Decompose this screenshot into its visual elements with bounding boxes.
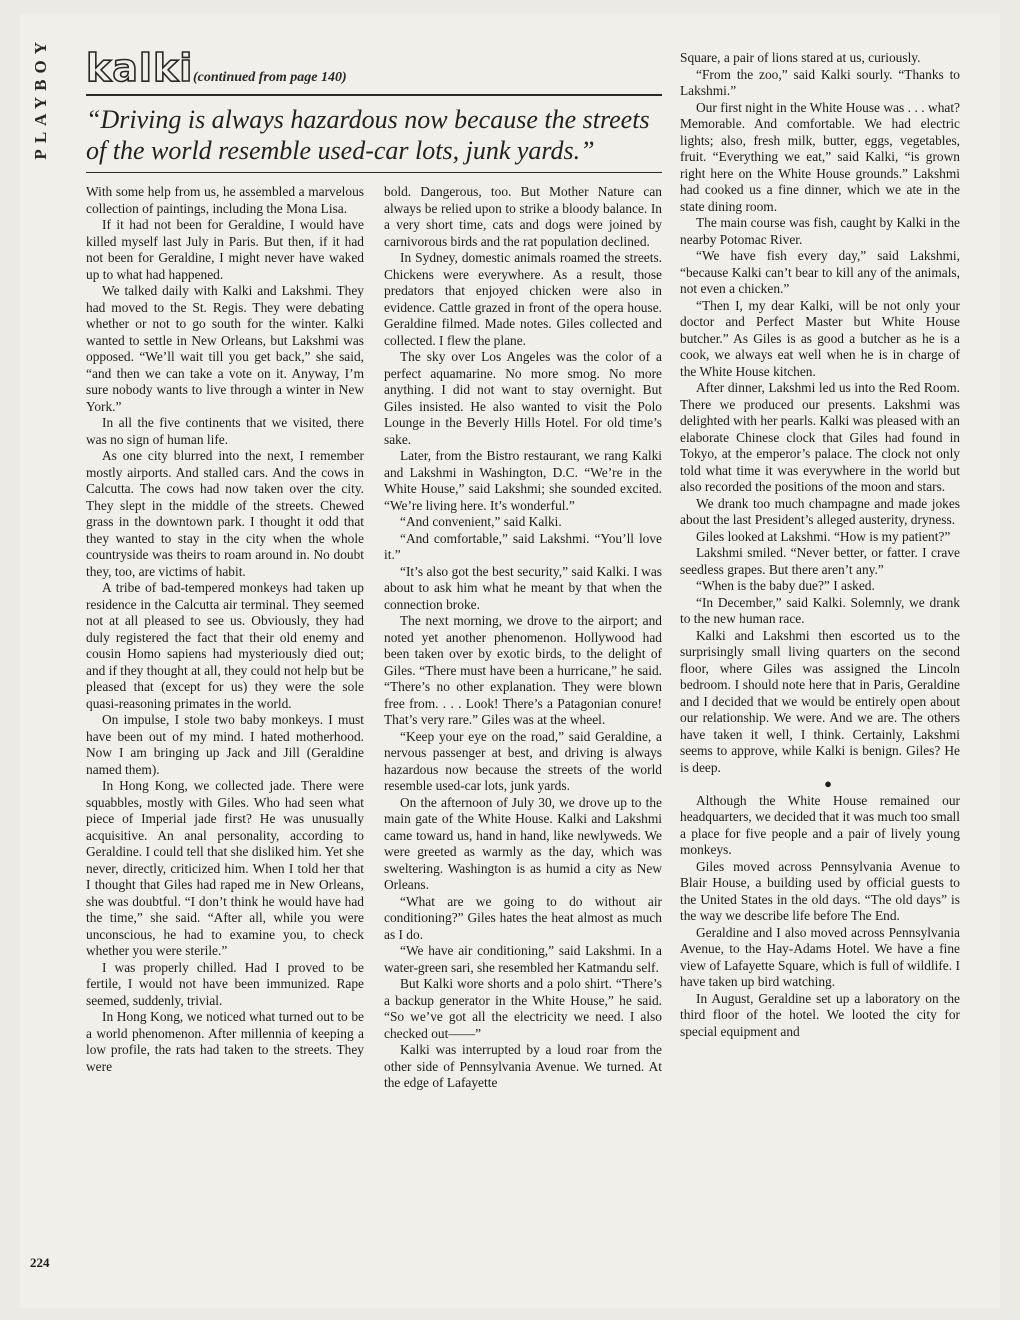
paragraph: Later, from the Bistro restaurant, we rang Kalki and Lakshmi in Washington, D.C. “We’re in the White House,” said Lakshmi; she sounded excited. “We’re living here. It’s wonderful.” <box>384 448 662 513</box>
page-number: 224 <box>30 1255 50 1270</box>
paragraph: The next morning, we drove to the airport; and noted yet another phenomenon. Hollywood had been taken over by exotic birds, to the delight of Giles. “There must have been a hurricane,” he said. “There’s no other explanation. They were blown free from. . . . Look! There’s a Patagonian conure! That’s very rare.” Giles was at the wheel. <box>384 613 662 727</box>
paragraph: “Then I, my dear Kalki, will be not only your doctor and Perfect Master but White House butcher.” As Giles is as good a butcher as he is a cook, we always eat well when he is in charge of the White House kitchen. <box>680 297 960 379</box>
pull-quote: “Driving is always hazardous now because the streets of the world resemble used-car lots, junk yards.” <box>86 105 650 165</box>
paragraph: In August, Geraldine set up a laboratory on the third floor of the hotel. We looted the city for special equipment and <box>680 990 960 1039</box>
paragraph: In Hong Kong, we noticed what turned out to be a world phenomenon. After millennia of keeping a low profile, the rats had taken to the streets. They were <box>86 1009 364 1074</box>
header-rule-bottom <box>86 172 662 173</box>
paragraph: “From the zoo,” said Kalki sourly. “Thanks to Lakshmi.” <box>680 66 960 98</box>
paragraph: “When is the baby due?” I asked. <box>696 578 875 593</box>
kalki-logo: kalki <box>86 46 194 90</box>
paragraph: “In December,” said Kalki. Solemnly, we drank to the new human race. <box>680 594 960 626</box>
paragraph: In all the five continents that we visited, there was no sign of human life. <box>86 415 364 447</box>
paragraph: A tribe of bad-tempered monkeys had taken up residence in the Calcutta air terminal. They seemed not at all pleased to see us. Obviously, they had duly registered the fact that their old enemy and cousin Homo sapiens had mysteriously died out; and if they thought at all, they could not help but be pleased that (except for us) they were the sole quasi-reasoning primates in the world. <box>86 580 364 711</box>
paragraph: Giles moved across Pennsylvania Avenue to Blair House, a building used by official guests to the United States in the old days. “The old days” is the way we describe life before The End. <box>680 858 960 923</box>
continued-note: (continued from page 140) <box>193 70 347 85</box>
paragraph: “And convenient,” said Kalki. <box>400 514 562 529</box>
paragraph: If it had not been for Geraldine, I would have killed myself last July in Paris. But then, if it had not been for Geraldine, I might never have waked up to what had happened. <box>86 217 364 282</box>
paragraph: bold. Dangerous, too. But Mother Nature can always be relied upon to strike a bloody balance. In a very short time, cats and dogs were joined by carnivorous birds and the rat population declined. <box>384 184 662 249</box>
paragraph: The sky over Los Angeles was the color of a perfect aquamarine. No more smog. No more anything. I did not want to stay overnight. But Giles insisted. He also wanted to visit the Polo Lounge in the Beverly Hills Hotel. For old time’s sake. <box>384 349 662 447</box>
paragraph: In Hong Kong, we collected jade. There were squabbles, mostly with Giles. Who had seen what piece of Imperial jade first? He was unusually acquisitive. An anal personality, according to Geraldine. I could tell that she disliked him. Yet she never, directly, criticized him. When I told her that I thought that Giles had raped me in New Orleans, she was doubtful. “I don’t think he would have had the time,” she said. “After all, while you were unconscious, he had to examine you, to check whether you were sterile.” <box>86 778 364 958</box>
paragraph: We talked daily with Kalki and Lakshmi. They had moved to the St. Regis. They were debating whether or not to go south for the winter. Kalki wanted to settle in New Orleans, but Lakshmi was opposed. “We’ll wait till you get back,” she said, “and then we can take a vote on it. Anyway, I’m sure nobody wants to live through a winter in New York.” <box>86 283 364 414</box>
paragraph: On the afternoon of July 30, we drove up to the main gate of the White House. Kalki and Lakshmi came toward us, hand in hand, like newlyweds. We were greeted as warmly as the day, which was sweltering. Washington is as humid a city as New Orleans. <box>384 794 662 892</box>
header-rule-top <box>86 94 662 96</box>
paragraph: “We have air conditioning,” said Lakshmi. In a water-green sari, she resembled her Katmandu self. <box>384 943 662 975</box>
paragraph: “And comfortable,” said Lakshmi. “You’ll love it.” <box>384 530 662 562</box>
paragraph: After dinner, Lakshmi led us into the Red Room. There we produced our presents. Lakshmi was delighted with her pearls. Kalki was pleased with an elaborate Chinese clock that Giles had found in Tokyo, at the emperor’s palace. The clock not only told what time it was everywhere in the world but also recorded the positions of the moon and stars. <box>680 380 961 494</box>
paragraph: Square, a pair of lions stared at us, curiously. <box>680 50 921 65</box>
paragraph: Our first night in the White House was . . . what? Memorable. And comfortable. We had electric lights; also, fresh milk, butter, eggs, vegetables, fruit. “Everything we eat,” said Kalki, “is grown right here on the White House grounds.” Lakshmi had cooked us a fine dinner, which we ate in the state dining room. <box>680 99 960 214</box>
paragraph: I was properly chilled. Had I proved to be fertile, I would not have been immunized. Rape seemed, suddenly, trivial. <box>86 959 364 1008</box>
paragraph: Although the White House remained our headquarters, we decided that it was much too small a place for five people and a pair of lively young monkeys. <box>680 792 961 857</box>
paragraph: “We have fish every day,” said Lakshmi, “because Kalki can’t bear to kill any of the animals, not even a chicken.” <box>680 248 960 296</box>
paragraph: Giles looked at Lakshmi. “How is my patient?” <box>696 528 951 544</box>
paragraph: Geraldine and I also moved across Pennsylvania Avenue, to the Hay-Adams Hotel. We have a fine view of Lafayette Square, which is full of wildlife. I have taken up bird watching. <box>680 924 960 989</box>
paragraph: “Keep your eye on the road,” said Geraldine, a nervous passenger at best, and driving is always hazardous now because the streets of the world resemble used-car lots, junk yards. <box>384 728 662 793</box>
paragraph: “What are we going to do without air conditioning?” Giles hates the heat almost as much as I do. <box>384 893 662 942</box>
paragraph: On impulse, I stole two baby monkeys. I must have been out of my mind. I hated motherhood. Now I am bringing up Jack and Jill (Geraldine named them). <box>86 712 364 777</box>
text-column-1 <box>86 184 364 1075</box>
paragraph: We drank too much champagne and made jokes about the last President’s alleged austerity, dryness. <box>680 495 960 527</box>
text-column-2 <box>384 184 662 1092</box>
paragraph: In Sydney, domestic animals roamed the streets. Chickens were everywhere. As a result, those predators that enjoyed chicken were also in evidence. Cattle grazed in front of the opera house. Geraldine filmed. Made notes. Giles collected and collected. I flew the plane. <box>384 250 662 348</box>
paragraph: Kalki and Lakshmi then escorted us to the surprisingly small living quarters on the second floor, where Giles was assigned the Lincoln bedroom. I should note here that in Paris, Geraldine and I decided that we would be entirely open about our relationship. We were. And we are. The others have taken it well, I think. Certainly, Lakshmi seems to approve, while Kalki is benign. Giles? He is deep. <box>680 627 960 775</box>
paragraph: With some help from us, he assembled a marvelous collection of paintings, including the Mona Lisa. <box>86 184 364 216</box>
paragraph: But Kalki wore shorts and a polo shirt. “There’s a backup generator in the White House,” he said. “So we’ve got all the electricity we need. I also checked out——” <box>384 976 662 1041</box>
section-break-bullet: ● <box>824 776 832 791</box>
paragraph: As one city blurred into the next, I remember mostly airports. And stalled cars. And the cows in Calcutta. The cows had now taken over the city. They slept in the middle of the streets. Chewed grass in the downtown park. I thought it odd that they wanted to stay in the city when the whole countryside was theirs to roam around in. No doubt they, too, are victims of habit. <box>86 448 364 579</box>
paragraph: The main course was fish, caught by Kalki in the nearby Potomac River. <box>680 215 960 247</box>
paragraph: Lakshmi smiled. “Never better, or fatter. I crave seedless grapes. But there aren’t any.” <box>680 545 960 577</box>
paragraph: Kalki was interrupted by a loud roar from the other side of Pennsylvania Avenue. We turned. At the edge of Lafayette <box>384 1042 662 1090</box>
text-column-3 <box>680 50 960 1040</box>
paragraph: “It’s also got the best security,” said Kalki. I was about to ask him what he meant by that when the connection broke. <box>384 563 662 612</box>
magazine-name: PLAYBOY <box>31 36 50 160</box>
